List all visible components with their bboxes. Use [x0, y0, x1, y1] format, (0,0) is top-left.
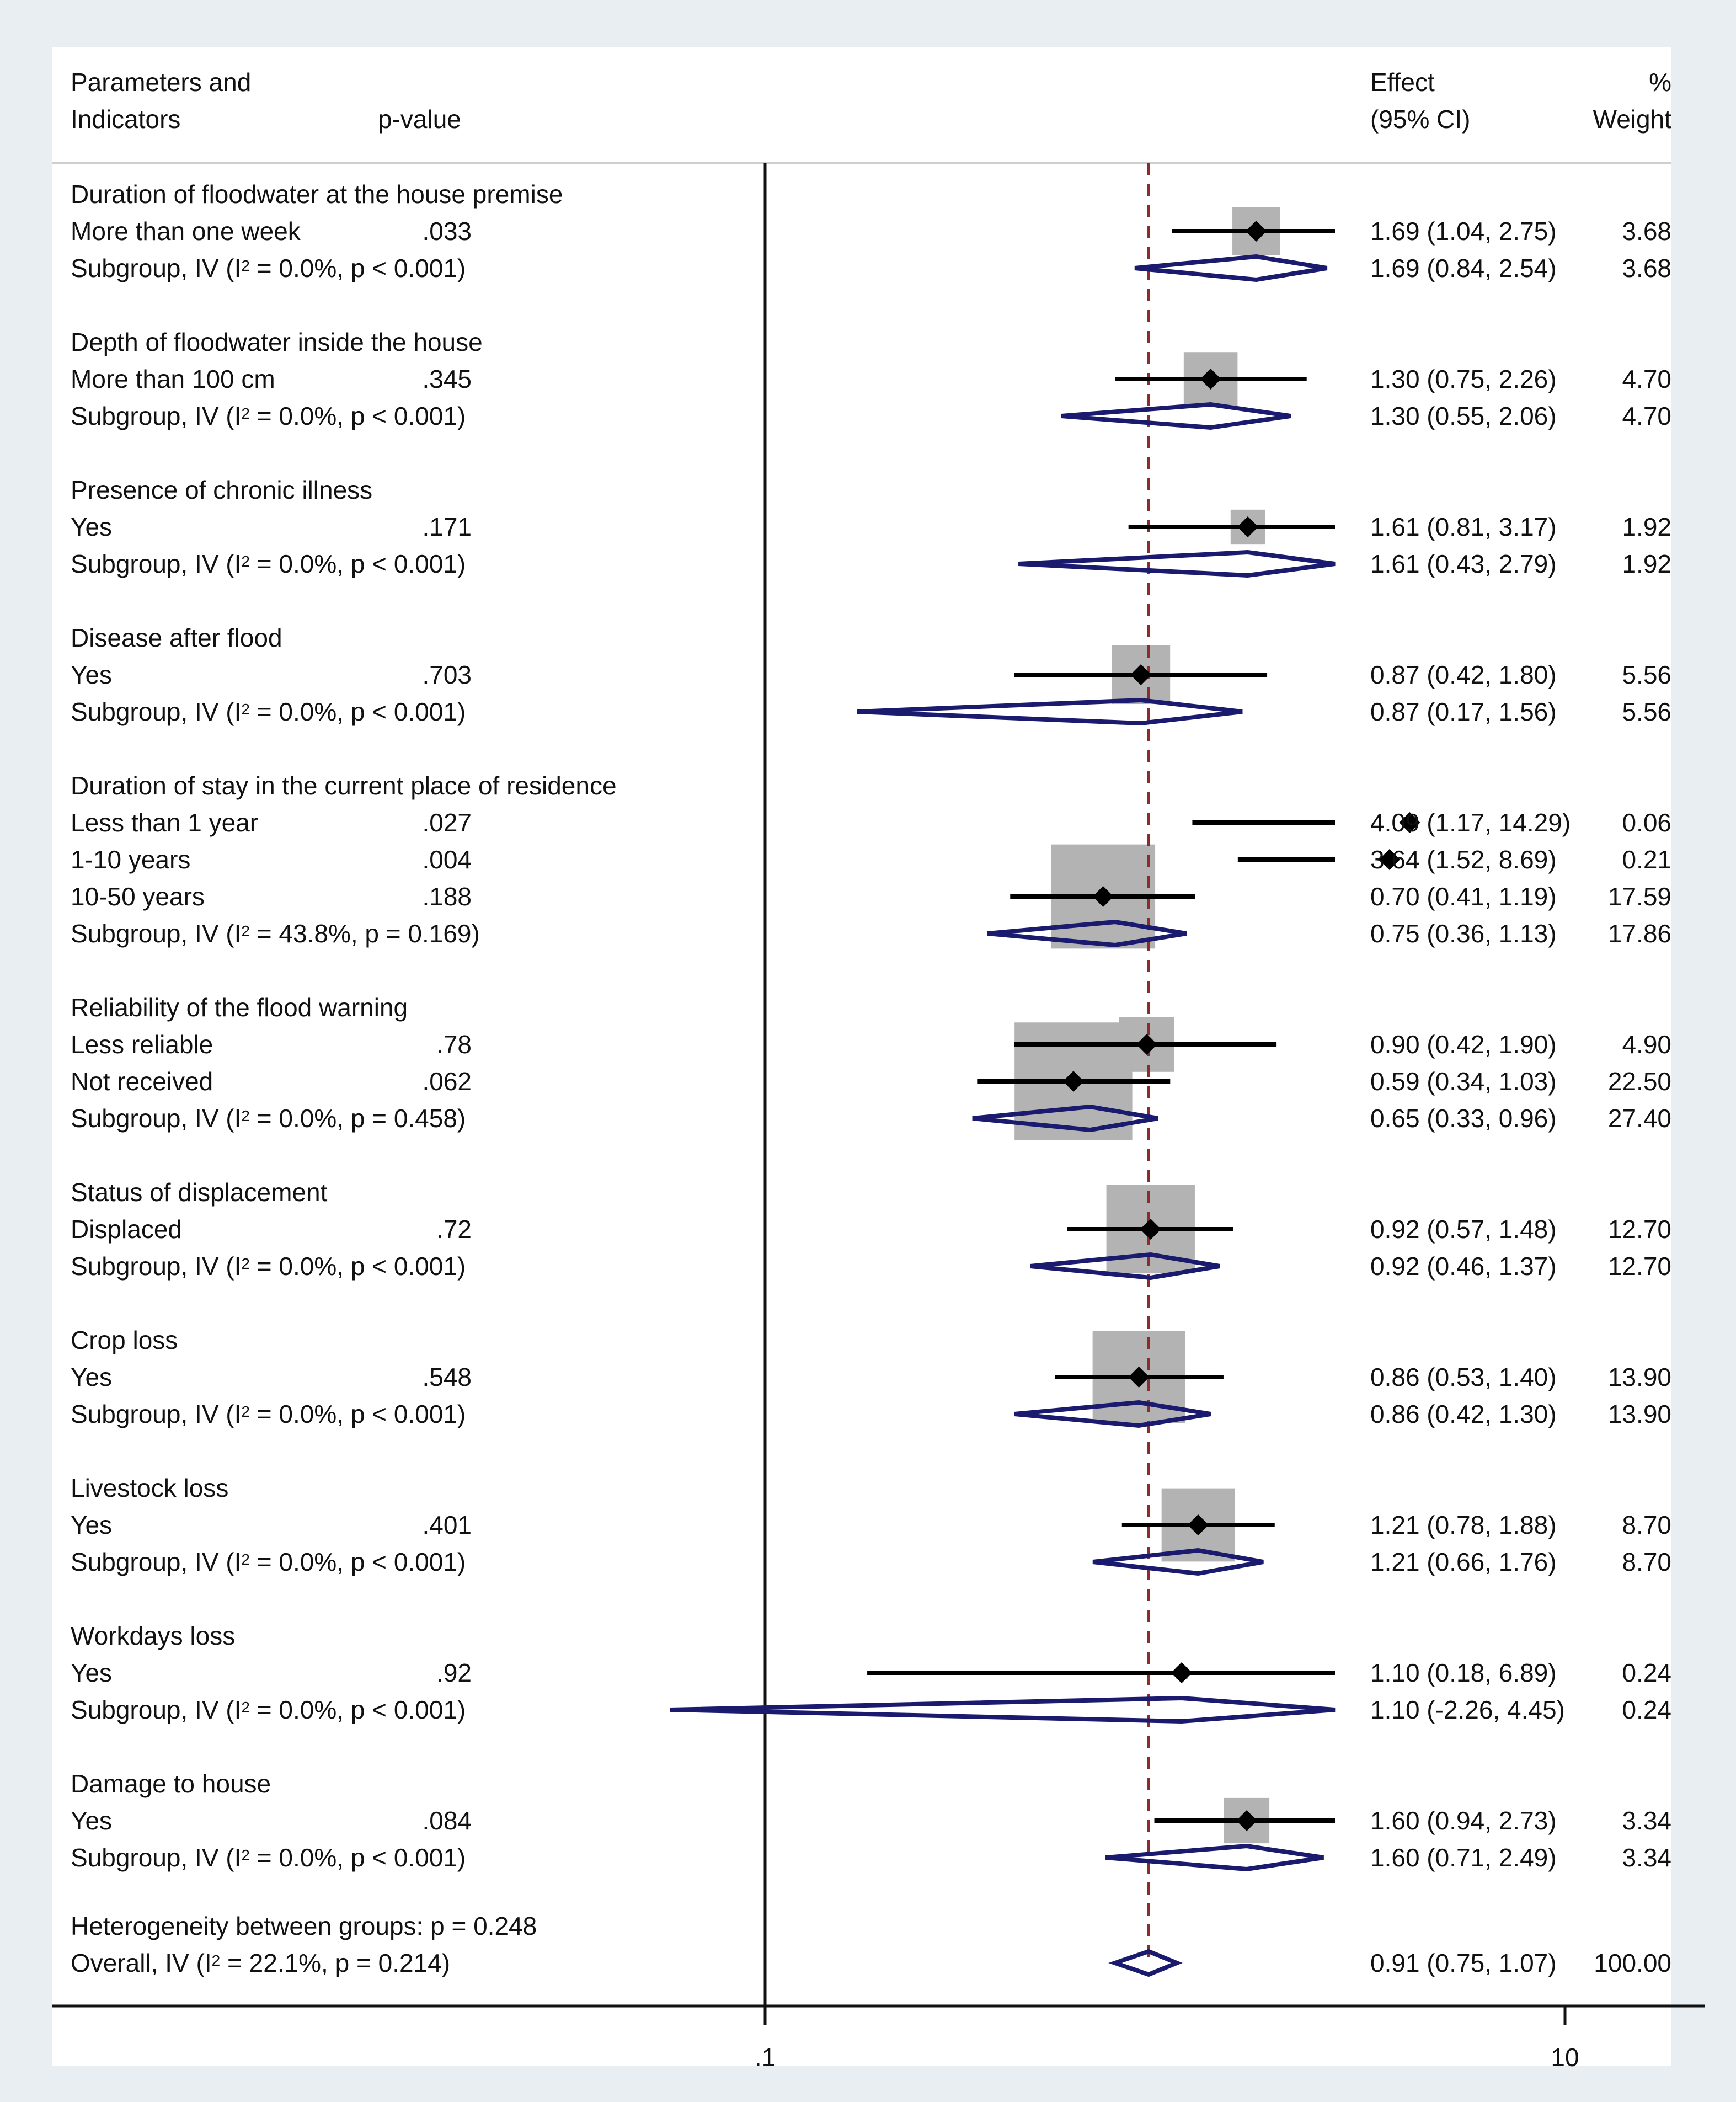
study-weight: 0.24	[1622, 1658, 1671, 1687]
study-pvalue: .92	[436, 1658, 472, 1687]
study-weight: 4.70	[1622, 365, 1671, 393]
study-label: Yes	[71, 513, 113, 541]
header-weight-line1: %	[1649, 68, 1671, 97]
subgroup-effect-ci: 1.10 (-2.26, 4.45)	[1370, 1695, 1565, 1724]
study-effect-ci: 1.69 (1.04, 2.75)	[1370, 217, 1557, 246]
subgroup-effect-ci: 0.75 (0.36, 1.13)	[1370, 919, 1557, 948]
study-pvalue: .345	[422, 365, 472, 393]
study-weight: 3.34	[1622, 1806, 1671, 1835]
study-effect-ci: 0.59 (0.34, 1.03)	[1370, 1067, 1557, 1096]
subgroup-weight: 3.34	[1622, 1843, 1671, 1872]
overall-effect-ci: 0.91 (0.75, 1.07)	[1370, 1949, 1557, 1977]
subgroup-effect-ci: 0.92 (0.46, 1.37)	[1370, 1252, 1557, 1281]
study-label: 10-50 years	[71, 882, 205, 911]
subgroup-effect-ci: 0.87 (0.17, 1.56)	[1370, 697, 1557, 726]
study-weight: 3.68	[1622, 217, 1671, 246]
study-label: Yes	[71, 1806, 113, 1835]
subgroup-weight: 0.24	[1622, 1695, 1671, 1724]
x-tick-label: .1	[754, 2043, 776, 2072]
study-label: Less reliable	[71, 1030, 213, 1059]
subgroup-label: Subgroup, IV (I2 = 43.8%, p = 0.169)	[71, 919, 480, 948]
study-pvalue: .033	[422, 217, 472, 246]
group-title: Status of displacement	[71, 1178, 328, 1207]
study-label: Less than 1 year	[71, 808, 259, 837]
study-pvalue: .401	[422, 1511, 472, 1539]
study-weight: 8.70	[1622, 1511, 1671, 1539]
header-label-line1: Parameters and	[71, 68, 252, 97]
group-title: Depth of floodwater inside the house	[71, 328, 483, 356]
study-weight: 17.59	[1607, 882, 1671, 911]
study-effect-ci: 1.30 (0.75, 2.26)	[1370, 365, 1557, 393]
subgroup-weight: 1.92	[1622, 549, 1671, 578]
study-pvalue: .062	[422, 1067, 472, 1096]
study-weight: 4.90	[1622, 1030, 1671, 1059]
group-title: Workdays loss	[71, 1621, 236, 1650]
study-label: Yes	[71, 1658, 113, 1687]
study-label: More than one week	[71, 217, 301, 246]
study-pvalue: .78	[436, 1030, 472, 1059]
subgroup-label: Subgroup, IV (I2 = 0.0%, p < 0.001)	[71, 254, 466, 282]
heterogeneity-label: Heterogeneity between groups: p = 0.248	[71, 1912, 537, 1940]
header-pvalue: p-value	[378, 105, 461, 134]
overall-label: Overall, IV (I2 = 22.1%, p = 0.214)	[71, 1949, 451, 1977]
study-effect-ci: 0.90 (0.42, 1.90)	[1370, 1030, 1557, 1059]
study-label: Displaced	[71, 1215, 182, 1244]
group-title: Livestock loss	[71, 1474, 229, 1502]
subgroup-label: Subgroup, IV (I2 = 0.0%, p = 0.458)	[71, 1104, 466, 1133]
study-effect-ci: 1.10 (0.18, 6.89)	[1370, 1658, 1557, 1687]
study-effect-ci: 0.86 (0.53, 1.40)	[1370, 1363, 1557, 1391]
study-label: Not received	[71, 1067, 213, 1096]
study-weight: 22.50	[1607, 1067, 1671, 1096]
group-title: Reliability of the flood warning	[71, 993, 408, 1022]
study-pvalue: .72	[436, 1215, 472, 1244]
subgroup-effect-ci: 0.86 (0.42, 1.30)	[1370, 1400, 1557, 1428]
subgroup-label: Subgroup, IV (I2 = 0.0%, p < 0.001)	[71, 1400, 466, 1428]
study-label: Yes	[71, 660, 113, 689]
study-label: 1-10 years	[71, 845, 191, 874]
subgroup-effect-ci: 1.61 (0.43, 2.79)	[1370, 549, 1557, 578]
header-label-line2: Indicators	[71, 105, 181, 134]
study-label: More than 100 cm	[71, 365, 275, 393]
subgroup-effect-ci: 0.65 (0.33, 0.96)	[1370, 1104, 1557, 1133]
subgroup-label: Subgroup, IV (I2 = 0.0%, p < 0.001)	[71, 1252, 466, 1281]
subgroup-label: Subgroup, IV (I2 = 0.0%, p < 0.001)	[71, 402, 466, 430]
study-pvalue: .171	[422, 513, 472, 541]
subgroup-label: Subgroup, IV (I2 = 0.0%, p < 0.001)	[71, 549, 466, 578]
study-weight: 13.90	[1607, 1363, 1671, 1391]
group-title: Presence of chronic illness	[71, 476, 373, 504]
subgroup-effect-ci: 1.69 (0.84, 2.54)	[1370, 254, 1557, 282]
study-weight: 5.56	[1622, 660, 1671, 689]
study-pvalue: .084	[422, 1806, 472, 1835]
study-weight: 0.06	[1622, 808, 1671, 837]
study-pvalue: .004	[422, 845, 472, 874]
study-effect-ci: 0.70 (0.41, 1.19)	[1370, 882, 1557, 911]
study-pvalue: .188	[422, 882, 472, 911]
study-effect-ci: 0.92 (0.57, 1.48)	[1370, 1215, 1557, 1244]
subgroup-weight: 5.56	[1622, 697, 1671, 726]
group-title: Duration of stay in the current place of residence	[71, 771, 617, 800]
subgroup-effect-ci: 1.30 (0.55, 2.06)	[1370, 402, 1557, 430]
study-effect-ci: 1.60 (0.94, 2.73)	[1370, 1806, 1557, 1835]
subgroup-weight: 12.70	[1607, 1252, 1671, 1281]
subgroup-weight: 3.68	[1622, 254, 1671, 282]
subgroup-weight: 8.70	[1622, 1548, 1671, 1576]
group-title: Damage to house	[71, 1769, 271, 1798]
study-weight: 0.21	[1622, 845, 1671, 874]
study-effect-ci: 1.61 (0.81, 3.17)	[1370, 513, 1557, 541]
header-effect-line2: (95% CI)	[1370, 105, 1471, 134]
subgroup-label: Subgroup, IV (I2 = 0.0%, p < 0.001)	[71, 697, 466, 726]
group-title: Disease after flood	[71, 623, 282, 652]
subgroup-effect-ci: 1.21 (0.66, 1.76)	[1370, 1548, 1557, 1576]
study-weight: 12.70	[1607, 1215, 1671, 1244]
study-label: Yes	[71, 1511, 113, 1539]
study-effect-ci: 3.64 (1.52, 8.69)	[1370, 845, 1557, 874]
study-effect-ci: 1.21 (0.78, 1.88)	[1370, 1511, 1557, 1539]
study-pvalue: .703	[422, 660, 472, 689]
header-weight-line2: Weight	[1593, 105, 1671, 134]
x-tick-label: 10	[1551, 2043, 1579, 2072]
subgroup-weight: 4.70	[1622, 402, 1671, 430]
study-effect-ci: 0.87 (0.42, 1.80)	[1370, 660, 1557, 689]
group-title: Duration of floodwater at the house premise	[71, 180, 563, 209]
subgroup-effect-ci: 1.60 (0.71, 2.49)	[1370, 1843, 1557, 1872]
study-effect-ci: 4.09 (1.17, 14.29)	[1370, 808, 1571, 837]
study-pvalue: .027	[422, 808, 472, 837]
subgroup-weight: 27.40	[1607, 1104, 1671, 1133]
subgroup-label: Subgroup, IV (I2 = 0.0%, p < 0.001)	[71, 1843, 466, 1872]
group-title: Crop loss	[71, 1326, 178, 1354]
study-label: Yes	[71, 1363, 113, 1391]
subgroup-weight: 17.86	[1607, 919, 1671, 948]
header-effect-line1: Effect	[1370, 68, 1435, 97]
subgroup-weight: 13.90	[1607, 1400, 1671, 1428]
study-pvalue: .548	[422, 1363, 472, 1391]
overall-weight: 100.00	[1594, 1949, 1671, 1977]
subgroup-label: Subgroup, IV (I2 = 0.0%, p < 0.001)	[71, 1548, 466, 1576]
subgroup-label: Subgroup, IV (I2 = 0.0%, p < 0.001)	[71, 1695, 466, 1724]
study-weight: 1.92	[1622, 513, 1671, 541]
